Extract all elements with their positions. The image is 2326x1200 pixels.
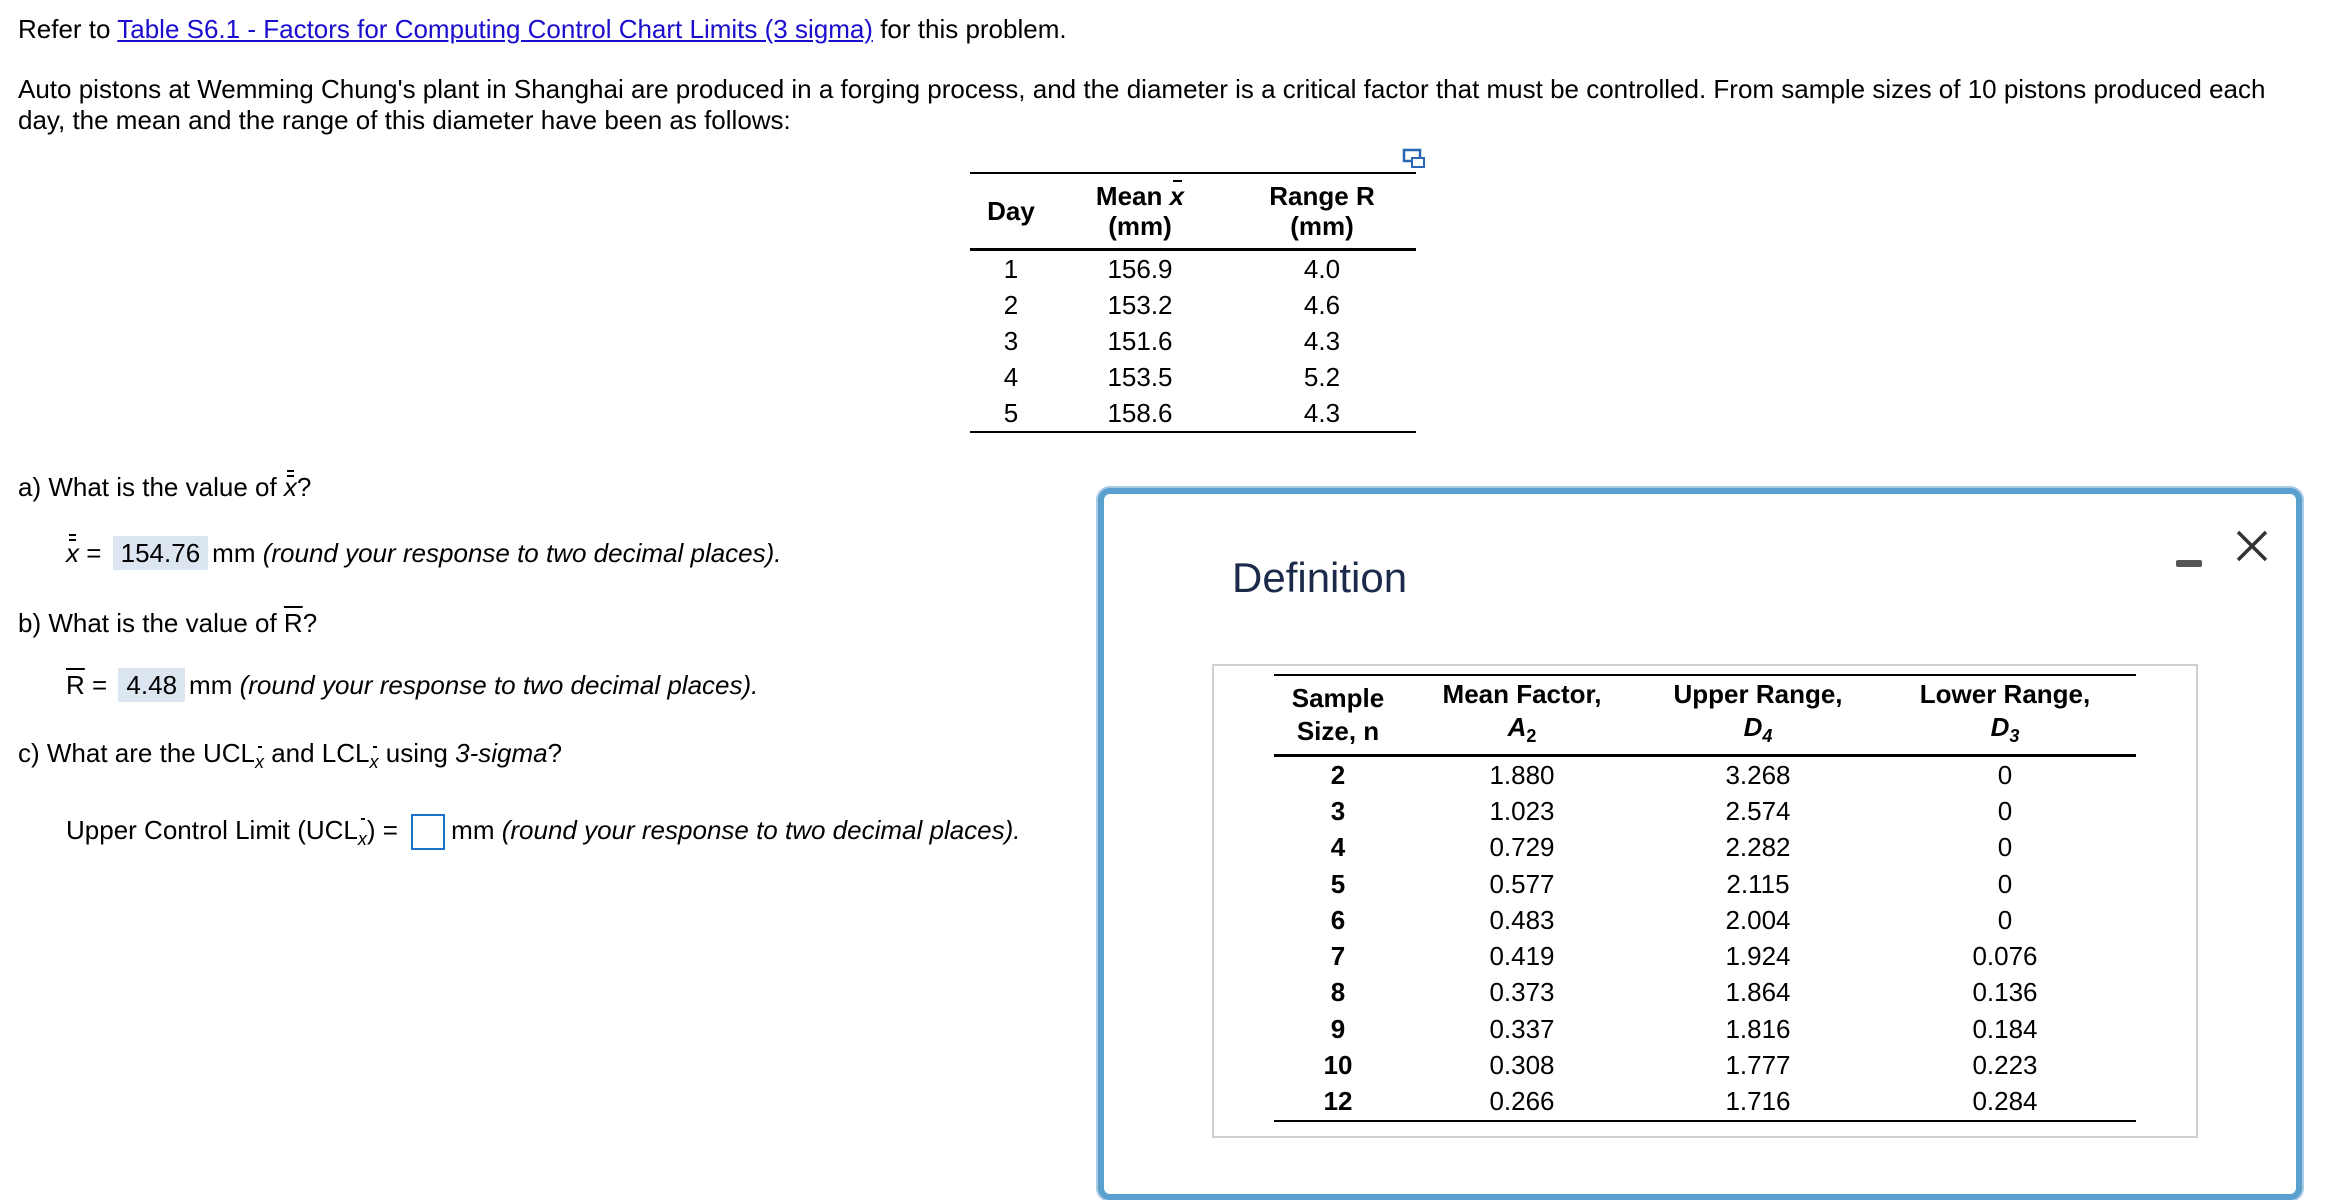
minimize-icon[interactable] <box>2174 546 2204 577</box>
header-mean: Mean x (mm) <box>1095 181 1185 241</box>
factors-table <box>1274 674 2136 1122</box>
table-row: 1 156.9 4.0 <box>1003 253 1341 284</box>
table-row: 5 158.6 4.3 <box>1003 397 1341 428</box>
piston-data-table <box>970 172 1416 433</box>
problem-text: Auto pistons at Wemming Chung's plant in Shanghai are produced in a forging process, and the diameter is a critical factor that must be controlled. From sample sizes of 10 pistons produced each day, the mean and the range of this diameter have been as follows: <box>18 74 2266 135</box>
table-row: 2 153.2 4.6 <box>1003 289 1341 320</box>
answer-a-row: x = 154.76 mm (round your response to two decimal places). <box>66 538 782 568</box>
table-row: 12 0.266 1.716 0.284 <box>1323 1086 2038 1117</box>
intro-line <box>18 14 1067 45</box>
header-range: Range R (mm) <box>1269 181 1375 241</box>
answer-a-value: 154.76 <box>113 536 209 570</box>
header-lower-range: Lower Range, $D_3$ <box>1919 678 2091 746</box>
r-bar-symbol: $\overline{R}$ <box>283 608 303 638</box>
header-upper-range: Upper Range, $D_4$ <box>1673 678 1843 746</box>
answer-b-value: 4.48 <box>118 668 185 702</box>
table-row: 2 1.880 3.268 0 <box>1330 759 2013 790</box>
ucl-row: Upper Control Limit (UCLx) = mm (round your response to two decimal places). <box>66 810 1021 859</box>
table-row: 4 153.5 5.2 <box>1003 361 1341 392</box>
question-a: a) What is the value of x? <box>18 472 312 502</box>
table-row: 3 151.6 4.3 <box>1003 325 1341 356</box>
table-row: 9 0.337 1.816 0.184 <box>1330 1013 2038 1044</box>
table-row: 10 0.308 1.777 0.223 <box>1323 1050 2038 1081</box>
table-row: 6 0.483 2.004 0 <box>1330 904 2013 935</box>
header-mean-factor: Mean Factor, $A_2$ <box>1442 678 1602 746</box>
table-row: 7 0.419 1.924 0.076 <box>1330 941 2038 972</box>
intro-suffix: for this problem. <box>872 14 1067 44</box>
ucl-input[interactable] <box>411 814 445 850</box>
question-c: c) What are the UCLx and LCLx using 3-sigma? <box>18 738 562 778</box>
answer-b-row: $\overline{R} = 4.48$ mm (round your response to two decimal places). <box>66 670 759 700</box>
table-row: 5 0.577 2.115 0 <box>1330 868 2013 899</box>
header-sample-size: Sample Size, n <box>1291 683 1385 746</box>
table-s6-1-link[interactable]: Table S6.1 - Factors for Computing Control Chart Limits (3 sigma) <box>117 14 873 44</box>
x-double-bar-symbol: x <box>283 472 297 502</box>
header-day: Day <box>987 196 1035 226</box>
question-b: b) What is the value of $\overline{R}$? <box>18 608 318 638</box>
intro-prefix: Refer to <box>18 14 118 44</box>
definition-title: Definition <box>1232 554 1408 601</box>
close-icon[interactable] <box>2234 528 2270 571</box>
table-row: 8 0.373 1.864 0.136 <box>1330 977 2038 1008</box>
table-row: 4 0.729 2.282 0 <box>1330 832 2013 863</box>
factors-table-frame <box>1212 664 2198 1138</box>
definition-panel <box>1098 488 2302 1200</box>
table-row: 3 1.023 2.574 0 <box>1330 795 2013 826</box>
